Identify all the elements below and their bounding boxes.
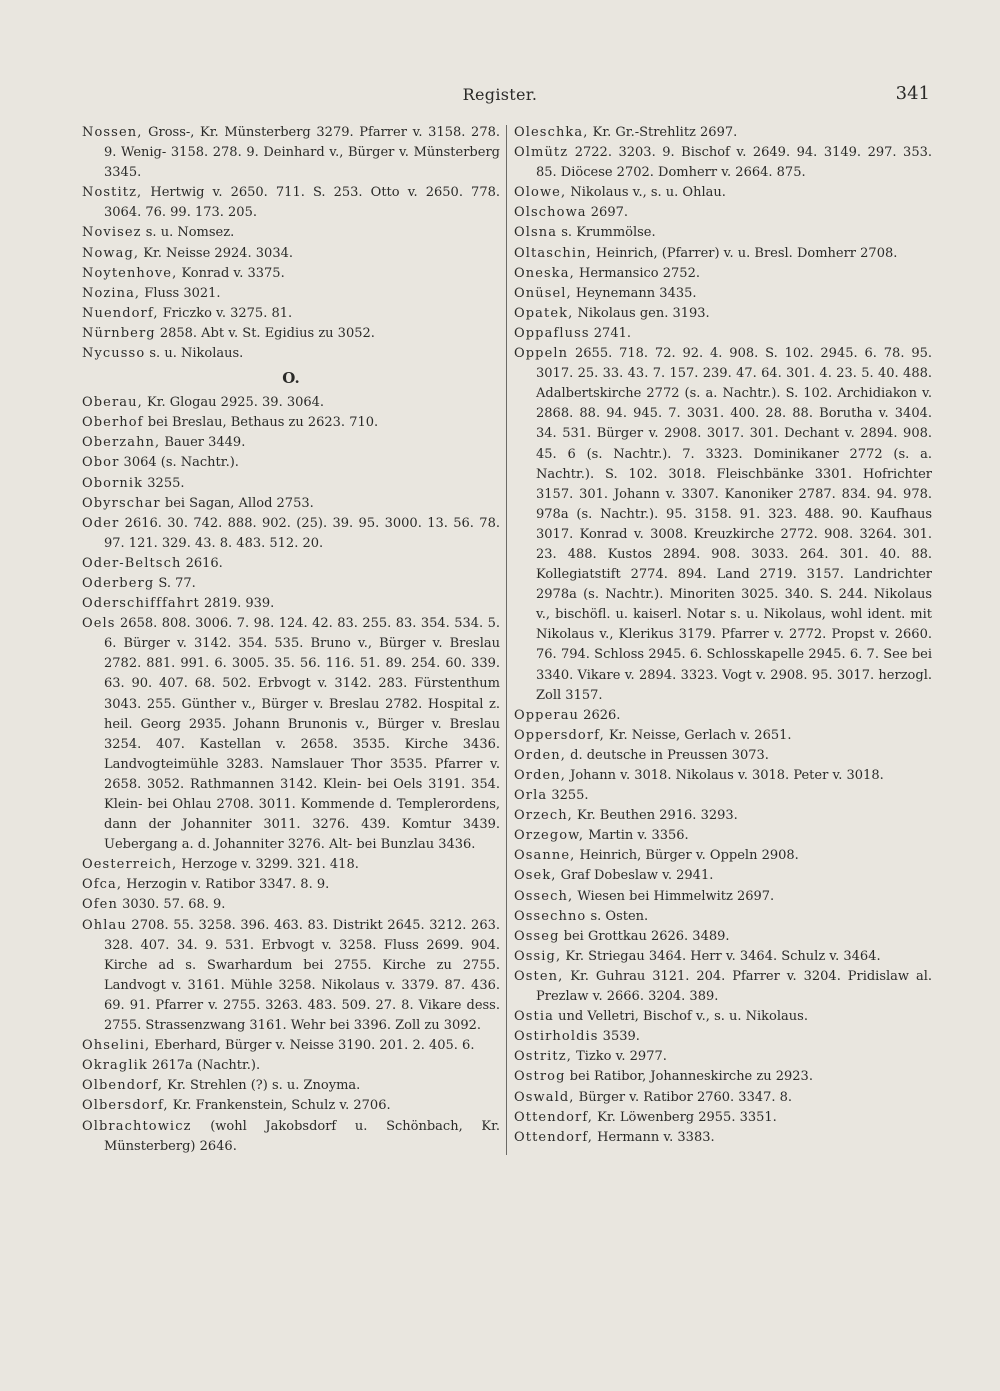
entry-headword: Osten, <box>514 968 564 984</box>
entry-references: 2616. 30. 742. 888. 902. (25). 39. 95. 3000. 13. 56. 78. 97. 121. 329. 43. 8. 483. 512. 20. <box>104 515 500 551</box>
entry-headword: Obor <box>82 455 120 471</box>
entry-headword: Ostritz, <box>514 1049 572 1065</box>
entry-headword: Olmütz <box>514 145 569 161</box>
entry-headword: Osseg <box>514 928 560 944</box>
entry-references: S. 77. <box>154 575 196 591</box>
index-entry <box>514 244 932 264</box>
left-entries-after <box>82 393 500 1157</box>
entry-references: und Velletri, Bischof v., s. u. Nikolaus. <box>553 1009 808 1025</box>
index-entry <box>82 1036 500 1056</box>
index-entry <box>514 726 932 746</box>
entry-headword: Olbersdorf, <box>82 1098 169 1114</box>
index-entry <box>82 1117 500 1157</box>
entry-references: s. u. Nikolaus. <box>145 346 244 362</box>
index-entry <box>514 786 932 806</box>
entry-references: 2819. 939. <box>199 596 275 612</box>
entry-references: Kr. Neisse, Gerlach v. 2651. <box>604 727 792 743</box>
entry-headword: Olowe, <box>514 185 567 201</box>
entry-references: Heinrich, Bürger v. Oppeln 2908. <box>575 848 799 864</box>
entry-references: 2658. 808. 3006. 7. 98. 124. 42. 83. 255. 83. 354. 534. 5. 6. Bürger v. 3142. 354. 535. Bruno v., Bürger v. Breslau 2782. 881. 991. 6. 3005. 35. 56. 116. 51. 89. 254. 60. 339. 63. 90. 407. 68. 502. Erbvogt v. 3142. 283. Fürstenthum 3043. 255. Günther v., Bürger v. Breslau 2782. Hospital z. heil. Georg 2935. Johann Brunonis v., Bürger v. Breslau 3254. 407. Kastellan v. 2658. 3535. Kirche 3436. Landvogteimühle 3283. Namslauer Thor 3535. Pfarrer v. 2658. 3052. Rathmannen 3142. Klein- bei Oels 3191. 354. Klein- bei Ohlau 2708. 3011. Kommende d. Templerordens, dann der Johanniter 3011. 3276. 439. Komtur 3439. Uebergang a. d. Johanniter 3276. Alt- bei Bunzlau 3436. <box>104 616 500 853</box>
entry-headword: Oder-Beltsch <box>82 555 182 571</box>
index-entry <box>514 1128 932 1148</box>
entry-references: Kr. Guhrau 3121. 204. Pfarrer v. 3204. Pridislaw al. Prezlaw v. 2666. 3204. 389. <box>536 968 932 1005</box>
column-divider <box>506 125 507 1155</box>
entry-headword: Nycusso <box>82 346 146 362</box>
index-entry <box>514 123 932 143</box>
entry-headword: Oder <box>82 515 120 531</box>
entry-references: (wohl Jakobsdorf u. Schönbach, Kr. Münsterberg) 2646. <box>104 1118 500 1154</box>
entry-headword: Nürnberg <box>82 325 156 341</box>
entry-headword: Ofen <box>82 897 118 913</box>
entry-headword: Orden, <box>514 768 566 783</box>
entry-references: 3255. <box>547 788 589 804</box>
index-entry <box>514 1047 932 1067</box>
entry-headword: Opatek, <box>514 305 574 321</box>
index-entry <box>514 1027 932 1047</box>
entry-headword: Oesterreich, <box>82 857 178 873</box>
entry-headword: Oderschifffahrt <box>82 596 200 612</box>
entry-headword: Orla <box>514 788 548 804</box>
entry-headword: Ohlau <box>82 917 127 933</box>
index-entry <box>514 1007 932 1027</box>
index-entry <box>514 887 932 907</box>
index-entry <box>82 855 500 875</box>
entry-references: 2617a (Nachtr.). <box>147 1058 261 1074</box>
entry-references: Bürger v. Ratibor 2760. 3347. 8. <box>574 1089 793 1105</box>
index-entry <box>82 614 500 855</box>
entry-references: Nikolaus v., s. u. Ohlau. <box>566 185 726 201</box>
entry-headword: Oels <box>82 616 116 632</box>
entry-headword: Ossig, <box>514 948 562 964</box>
entry-references: Graf Dobeslaw v. 2941. <box>556 868 714 884</box>
index-entry <box>514 203 932 223</box>
entry-headword: Orzech, <box>514 808 573 824</box>
entry-headword: Oswald, <box>514 1089 575 1105</box>
entry-headword: Ofca, <box>82 877 123 893</box>
entry-headword: Noytenhove, <box>82 265 178 281</box>
entry-references: 3030. 57. 68. 9. <box>117 897 226 913</box>
entry-references: Kr. Gr.-Strehlitz 2697. <box>588 125 738 140</box>
entry-headword: Ostrog <box>514 1069 566 1085</box>
entry-headword: Nozina, <box>82 285 141 301</box>
entry-headword: Oppeln <box>514 346 569 362</box>
entry-headword: Nostitz, <box>82 185 143 201</box>
entry-headword: Ottendorf, <box>514 1129 594 1145</box>
entry-references: Kr. Strehlen (?) s. u. Znoyma. <box>163 1078 361 1094</box>
index-entry <box>82 244 500 264</box>
index-entry <box>82 123 500 183</box>
entry-references: Konrad v. 3375. <box>177 265 285 281</box>
entry-references: Nikolaus gen. 3193. <box>573 305 710 321</box>
index-entry <box>82 474 500 494</box>
entry-references: bei Sagan, Allod 2753. <box>160 495 314 511</box>
entry-headword: Onüsel, <box>514 285 572 301</box>
entry-references: bei Grottkau 2626. 3489. <box>559 928 730 944</box>
entry-headword: Ostia <box>514 1009 554 1025</box>
index-entry <box>514 766 932 786</box>
entry-references: 2722. 3203. 9. Bischof v. 2649. 94. 3149. 297. 353. 85. Diöcese 2702. Domherr v. 2664. 875. <box>536 145 932 181</box>
entry-references: Herzoge v. 3299. 321. 418. <box>177 857 359 873</box>
index-entry <box>514 304 932 324</box>
index-entry <box>514 947 932 967</box>
entry-references: 3064 (s. Nachtr.). <box>119 455 239 471</box>
index-entry <box>82 413 500 433</box>
entry-references: 2741. <box>589 325 631 341</box>
entry-headword: Ohselini, <box>82 1038 151 1054</box>
index-entry <box>82 284 500 304</box>
entry-references: Martin v. 3356. <box>584 828 689 844</box>
entry-headword: Ostirholdis <box>514 1029 599 1045</box>
entry-references: Bauer 3449. <box>160 435 246 451</box>
index-entry <box>82 554 500 574</box>
index-entry <box>514 1067 932 1087</box>
entry-references: Hertwig v. 2650. 711. S. 253. Otto v. 2650. 778. 3064. 76. 99. 173. 205. <box>104 185 500 221</box>
entry-references: 2616. <box>181 555 223 571</box>
index-entry <box>82 895 500 915</box>
entry-headword: Nuendorf, <box>82 305 159 321</box>
index-entry <box>514 1108 932 1128</box>
entry-references: Gross-, Kr. Münsterberg 3279. Pfarrer v. 3158. 278. 9. Wenig- 3158. 278. 9. Deinhard v., Bürger v. Münsterberg 3345. <box>104 125 500 181</box>
entry-references: Kr. Frankenstein, Schulz v. 2706. <box>168 1098 391 1114</box>
index-entry <box>514 223 932 243</box>
entry-references: s. Krummölse. <box>557 225 656 241</box>
index-entry <box>514 746 932 766</box>
index-entry <box>514 344 932 706</box>
entry-headword: Oneska, <box>514 265 575 281</box>
entry-headword: Oleschka, <box>514 125 589 140</box>
entry-references: Johann v. 3018. Nikolaus v. 3018. Peter v. 3018. <box>566 768 884 783</box>
index-entry <box>82 574 500 594</box>
index-entry <box>514 183 932 203</box>
index-entry <box>514 826 932 846</box>
index-entry <box>514 706 932 726</box>
entry-references: Tizko v. 2977. <box>571 1049 667 1065</box>
entry-references: 2655. 718. 72. 92. 4. 908. S. 102. 2945. 6. 78. 95. 3017. 25. 33. 43. 7. 157. 239. 47. 64. 301. 4. 23. 5. 40. 488. Adalbertskirche 2772 (s. a. Nachtr.). S. 102. Archidiakon v. 2868. 88. 94. 945. 7. 3031. 400. 28. 88. Borutha v. 3404. 34. 531. Bürger v. 2908. 3017. 301. Dechant v. 2894. 908. 45. 6 (s. Nachtr.). 7. 3323. Dominikaner 2772 (s. a. Nachtr.). S. 102. 3018. Fleischbänke 3301. Hofrichter 3157. 301. Johann v. 3307. Kanoniker 2787. 834. 94. 978. 978a (s. Nachtr.). 95. 3158. 91. 323. 488. 90. Kaufhaus 3017. Konrad v. 3008. Kreuzkirche 2772. 908. 3264. 301. 23. 488. Kustos 2894. 908. 3033. 264. 301. 40. 88. Kollegiatstift 2774. 894. Land 2719. 3157. Landrichter 2978a (s. Nachtr.). Minoriten 3025. 340. S. 244. Nikolaus v., bischöfl. u. kaiserl. Notar s. u. Nikolaus, wohl ident. mit Nikolaus v., Klerikus 3179. Pfarrer v. 2772. Propst v. 2660. 76. 794. Schloss 2945. 6. Schlosskapelle 2945. 6. 7. See bei 3340. Vikare v. 2894. 3323. Vogt v. 2908. 95. 3017. herzogl. Zoll 3157. <box>536 346 932 703</box>
index-entry <box>514 324 932 344</box>
entry-headword: Oberzahn, <box>82 435 161 451</box>
entry-headword: Olbendorf, <box>82 1078 164 1094</box>
index-entry <box>514 806 932 826</box>
index-entry <box>82 304 500 324</box>
index-entry <box>514 1088 932 1108</box>
index-entry <box>82 264 500 284</box>
entry-references: Herzogin v. Ratibor 3347. 8. 9. <box>122 877 330 893</box>
index-entry <box>514 284 932 304</box>
index-entry <box>82 393 500 413</box>
entry-references: Eberhard, Bürger v. Neisse 3190. 201. 2. 405. 6. <box>150 1038 475 1054</box>
entry-references: Kr. Glogau 2925. 39. 3064. <box>142 395 325 411</box>
left-column <box>82 123 500 1157</box>
index-entry <box>514 264 932 284</box>
entry-headword: Obornik <box>82 475 144 491</box>
index-entry <box>514 846 932 866</box>
left-entries-before <box>82 123 500 364</box>
entry-headword: Obyrschar <box>82 495 161 511</box>
entry-references: Heinrich, (Pfarrer) v. u. Bresl. Domherr 2708. <box>591 245 898 261</box>
entry-references: Kr. Löwenberg 2955. 3351. <box>593 1109 777 1125</box>
entry-headword: Ossechno <box>514 908 587 924</box>
index-entry <box>82 875 500 895</box>
index-entry <box>82 494 500 514</box>
entry-headword: Oderberg <box>82 575 155 591</box>
entry-headword: Ottendorf, <box>514 1109 594 1125</box>
entry-references: Fluss 3021. <box>140 285 221 301</box>
entry-references: Kr. Striegau 3464. Herr v. 3464. Schulz v. 3464. <box>561 948 881 964</box>
entry-headword: Oppersdorf, <box>514 727 605 743</box>
index-entry <box>82 594 500 614</box>
index-entry <box>514 866 932 886</box>
index-entry <box>82 1076 500 1096</box>
index-entry <box>82 433 500 453</box>
entry-references: Heynemann 3435. <box>571 285 697 301</box>
index-entry <box>82 514 500 554</box>
index-entry <box>82 1096 500 1116</box>
entry-references: 2858. Abt v. St. Egidius zu 3052. <box>155 325 375 341</box>
entry-headword: Olsna <box>514 225 558 241</box>
entry-references: s. Osten. <box>586 908 649 924</box>
entry-references: bei Breslau, Bethaus zu 2623. 710. <box>143 415 379 431</box>
entry-references: 3539. <box>598 1029 640 1045</box>
entry-headword: Olschowa <box>514 205 587 221</box>
index-entry <box>82 344 500 364</box>
entry-headword: Osek, <box>514 868 557 884</box>
entry-references: 3255. <box>143 475 185 491</box>
entry-references: Hermansico 2752. <box>574 265 700 281</box>
entry-headword: Olbrachtowicz <box>82 1118 192 1134</box>
entry-headword: Nossen, <box>82 125 143 140</box>
entry-references: 2708. 55. 3258. 396. 463. 83. Distrikt 2645. 3212. 263. 328. 407. 34. 9. 531. Erbvogt v. 3258. Fluss 2699. 904. Kirche ad s. Swarhardum bei 2755. Kirche zu 2755. Landvogt v. 3161. Mühle 3258. Nikolaus v. 3379. 87. 436. 69. 91. Pfarrer v. 2755. 3263. 483. 509. 27. 8. Vikare dess. 2755. Strassenzwang 3161. Wehr bei 3396. Zoll zu 3092. <box>104 917 500 1034</box>
right-entries <box>514 123 932 1148</box>
entry-headword: Ossech, <box>514 888 574 904</box>
entry-headword: Okraglik <box>82 1058 148 1074</box>
entry-headword: Opperau <box>514 707 580 723</box>
page-number: 341 <box>895 83 930 104</box>
entry-references: Friczko v. 3275. 81. <box>158 305 293 321</box>
entry-headword: Oberhof <box>82 415 144 431</box>
right-column <box>514 123 932 1148</box>
entry-headword: Nowag, <box>82 245 140 261</box>
section-letter: O. <box>282 369 300 388</box>
entry-references: Wiesen bei Himmelwitz 2697. <box>573 888 775 904</box>
entry-headword: Oberau, <box>82 395 143 411</box>
entry-references: Kr. Beuthen 2916. 3293. <box>572 808 738 824</box>
index-entry <box>82 1056 500 1076</box>
entry-headword: Orzegow, <box>514 828 585 844</box>
entry-headword: Osanne, <box>514 848 576 864</box>
entry-references: 2697. <box>586 205 629 221</box>
entry-headword: Oppafluss <box>514 325 590 341</box>
index-entry <box>82 223 500 243</box>
index-entry <box>514 927 932 947</box>
entry-references: Kr. Neisse 2924. 3034. <box>139 245 293 261</box>
entry-headword: Novisez <box>82 225 142 241</box>
index-entry <box>82 183 500 223</box>
index-entry <box>82 324 500 344</box>
entry-headword: Orden, <box>514 747 566 763</box>
running-title: Register. <box>462 85 538 104</box>
index-entry <box>82 453 500 473</box>
entry-references: bei Ratibor, Johanneskirche zu 2923. <box>565 1069 813 1085</box>
entry-headword: Oltaschin, <box>514 245 592 261</box>
index-entry <box>514 143 932 183</box>
index-entry <box>514 967 932 1007</box>
entry-references: 2626. <box>579 707 621 723</box>
index-entry <box>82 916 500 1037</box>
entry-references: s. u. Nomsez. <box>141 225 235 241</box>
index-entry <box>514 907 932 927</box>
entry-references: d. deutsche in Preussen 3073. <box>566 747 769 763</box>
entry-references: Hermann v. 3383. <box>593 1129 715 1145</box>
